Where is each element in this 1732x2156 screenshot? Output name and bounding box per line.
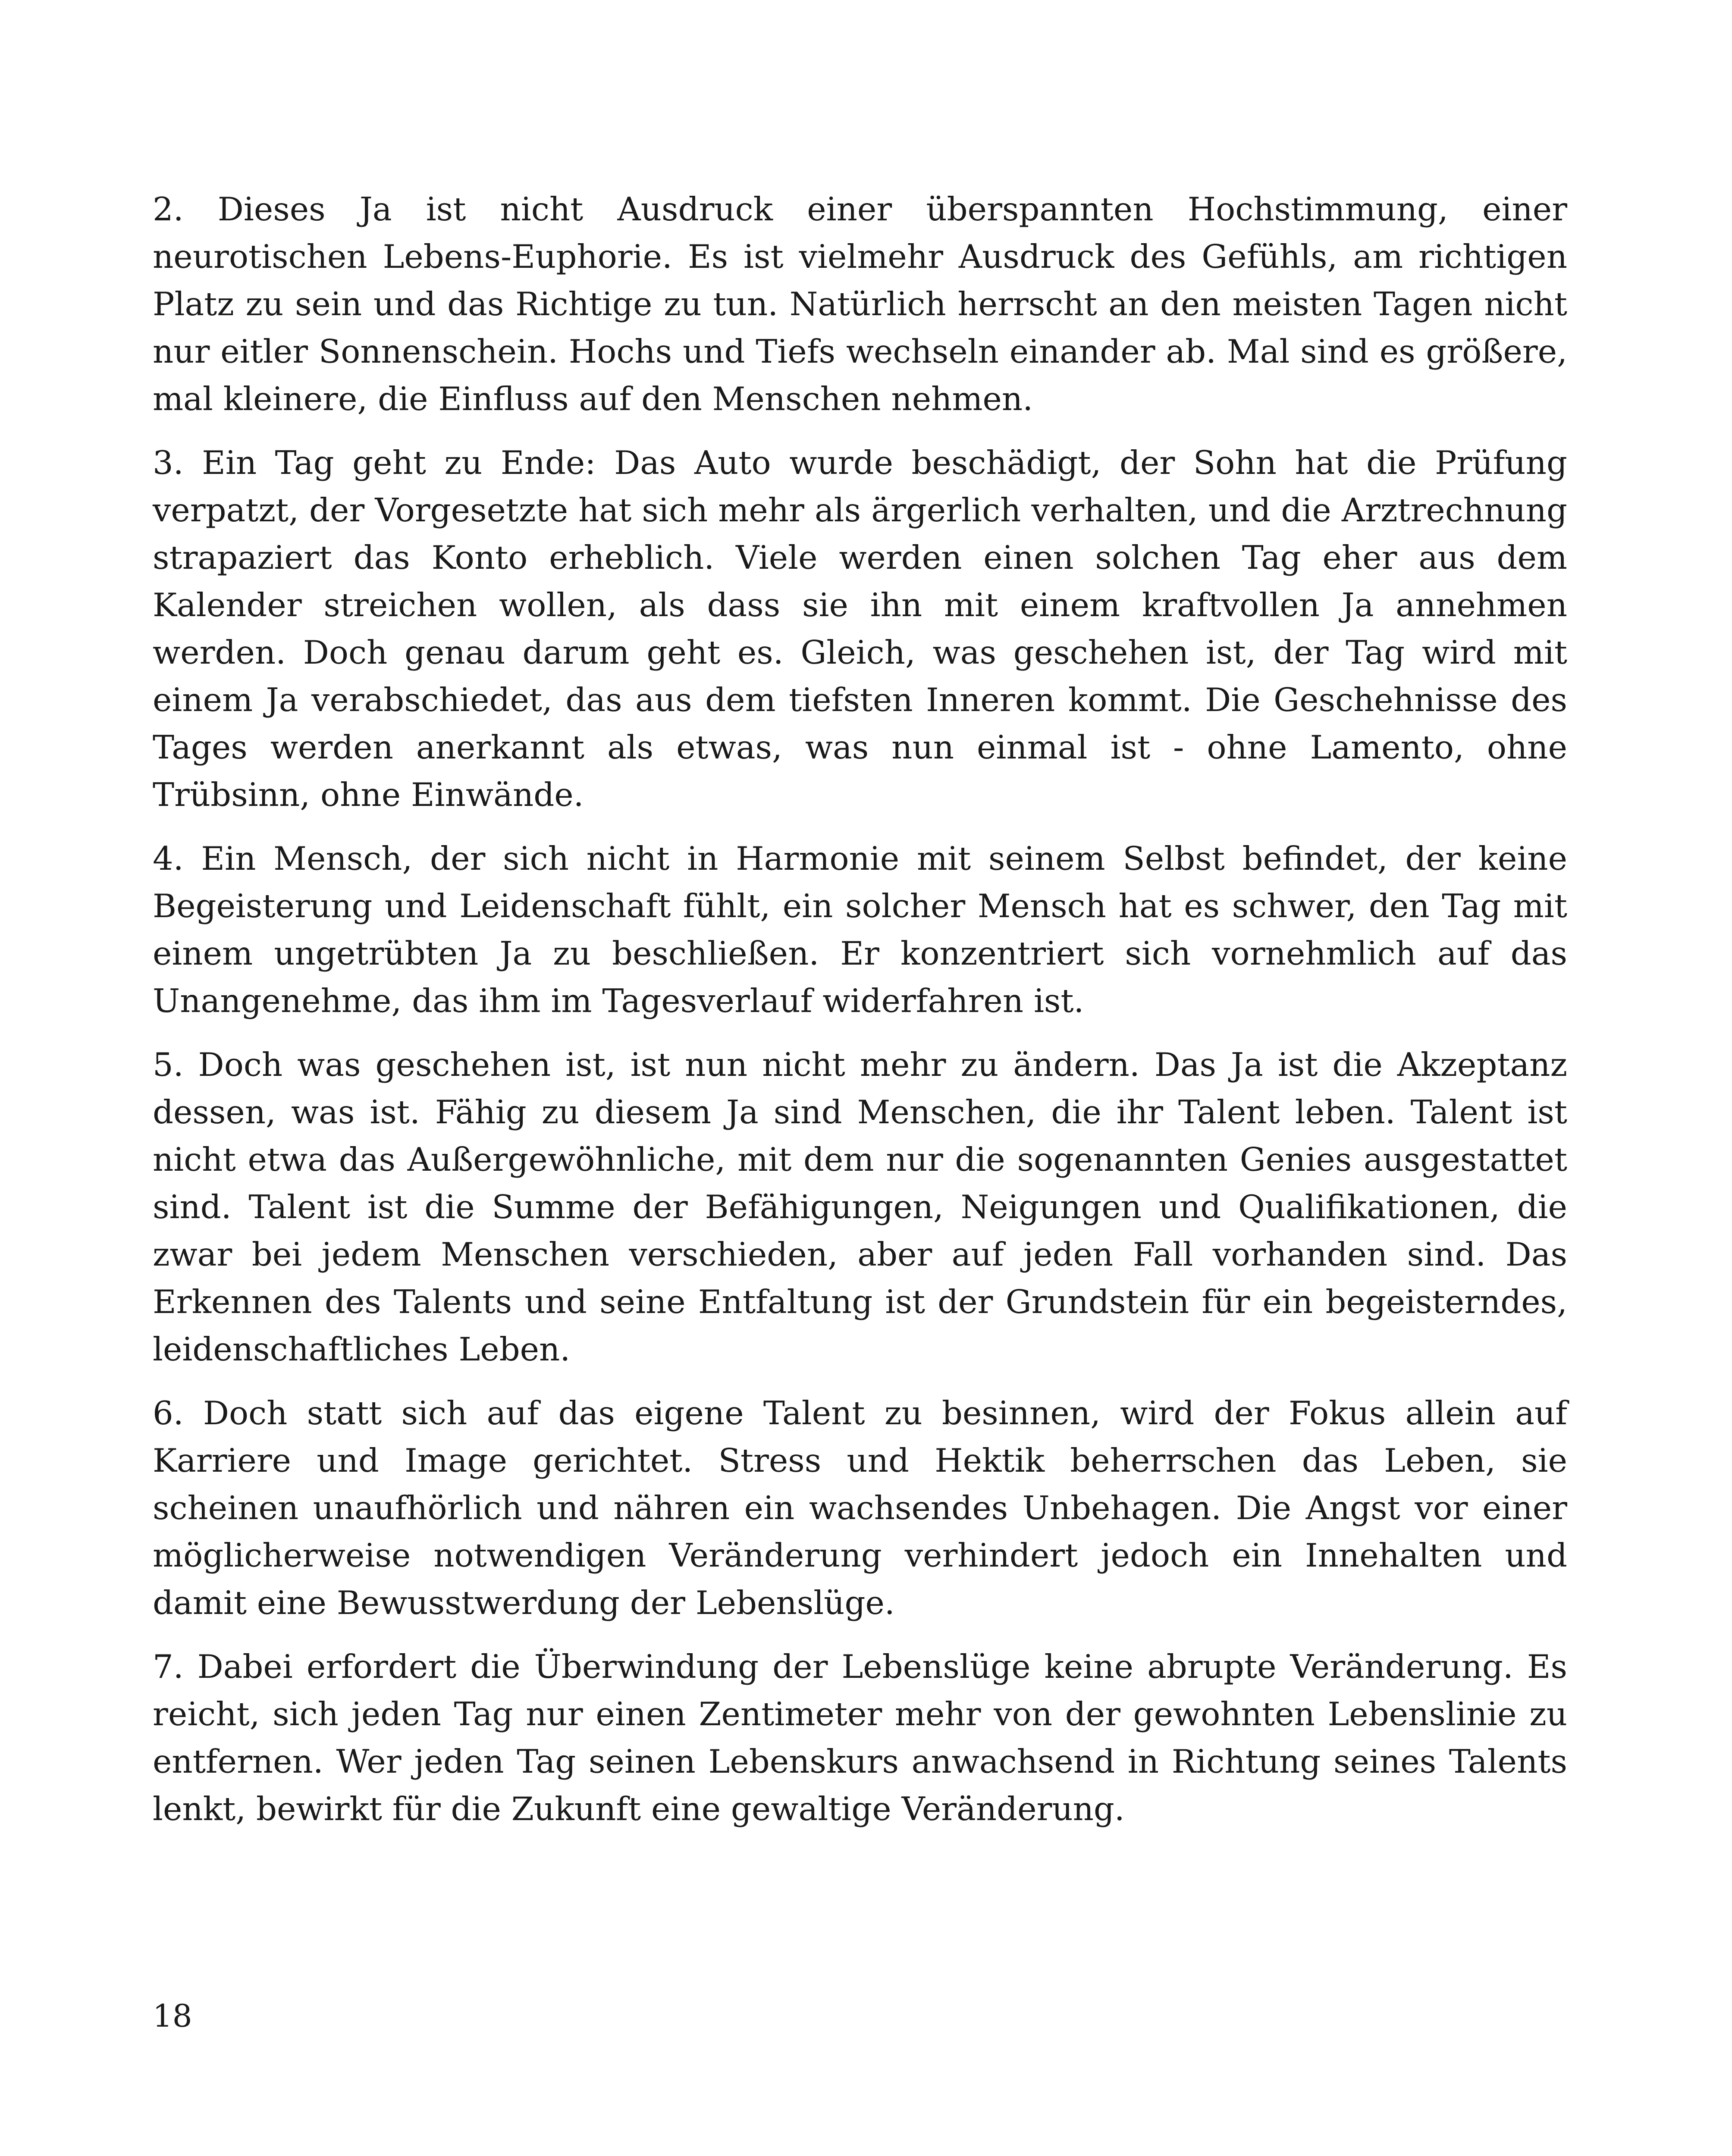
paragraph-2: 2. Dieses Ja ist nicht Ausdruck einer überspannten Hochstimmung, einer neurotischen Lebens-Euphorie. Es ist vielmehr Ausdruck des Gefühls, am richtigen Platz zu sein und das Richtige zu tun. Natürlich herrscht an den meisten Tagen nicht nur eitler Sonnenschein. Hochs und Tiefs wechseln einander ab. Mal sind es größere, mal kleinere, die Einfluss auf den Menschen nehmen.: [153, 190, 1567, 418]
paragraph-5: 5. Doch was geschehen ist, ist nun nicht mehr zu ändern. Das Ja ist die Akzeptanz dessen, was ist. Fähig zu diesem Ja sind Menschen, die ihr Talent leben. Talent ist nicht etwa das Außergewöhnliche, mit dem nur die sogenannten Genies ausgestattet sind. Talent ist die Summe der Befähigungen, Neigungen und Qualifikationen, die zwar bei jedem Menschen verschieden, aber auf jeden Fall vorhanden sind. Das Erkennen des Talents und seine Entfaltung ist der Grundstein für ein begeisterndes, leidenschaftliches Leben.: [153, 1046, 1567, 1368]
paragraph-4: 4. Ein Mensch, der sich nicht in Harmonie mit seinem Selbst befindet, der keine Begeisterung und Leidenschaft fühlt, ein solcher Mensch hat es schwer, den Tag mit einem ungetrübten Ja zu beschließen. Er konzentriert sich vornehmlich auf das Unangenehme, das ihm im Tagesverlauf widerfahren ist.: [153, 840, 1567, 1020]
body-text: [153, 185, 1567, 1849]
paragraph-6: 6. Doch statt sich auf das eigene Talent zu besinnen, wird der Fokus allein auf Karriere und Image gerichtet. Stress und Hektik beherrschen das Leben, sie scheinen unaufhörlich und nähren ein wachsendes Unbehagen. Die Angst vor einer möglicherweise notwendigen Veränderung verhindert jedoch ein Innehalten und damit eine Bewusstwerdung der Lebenslüge.: [153, 1394, 1567, 1622]
paragraph-7: 7. Dabei erfordert die Überwindung der Lebenslüge keine abrupte Veränderung. Es reicht, sich jeden Tag nur einen Zentimeter mehr von der gewohnten Lebenslinie zu entfernen. Wer jeden Tag seinen Lebenskurs anwachsend in Richtung seines Talents lenkt, bewirkt für die Zukunft eine gewaltige Veränderung.: [153, 1648, 1567, 1828]
paragraph-3: 3. Ein Tag geht zu Ende: Das Auto wurde beschädigt, der Sohn hat die Prüfung verpatzt, der Vorgesetzte hat sich mehr als ärgerlich verhalten, und die Arztrechnung strapaziert das Konto erheblich. Viele werden einen solchen Tag eher aus dem Kalender streichen wollen, als dass sie ihn mit einem kraftvollen Ja annehmen werden. Doch genau darum geht es. Gleich, was geschehen ist, der Tag wird mit einem Ja verabschiedet, das aus dem tiefsten Inneren kommt. Die Geschehnisse des Tages werden anerkannt als etwas, was nun einmal ist - ohne Lamento, ohne Trübsinn, ohne Einwände.: [153, 444, 1567, 814]
page-number: 18: [153, 1998, 192, 2034]
